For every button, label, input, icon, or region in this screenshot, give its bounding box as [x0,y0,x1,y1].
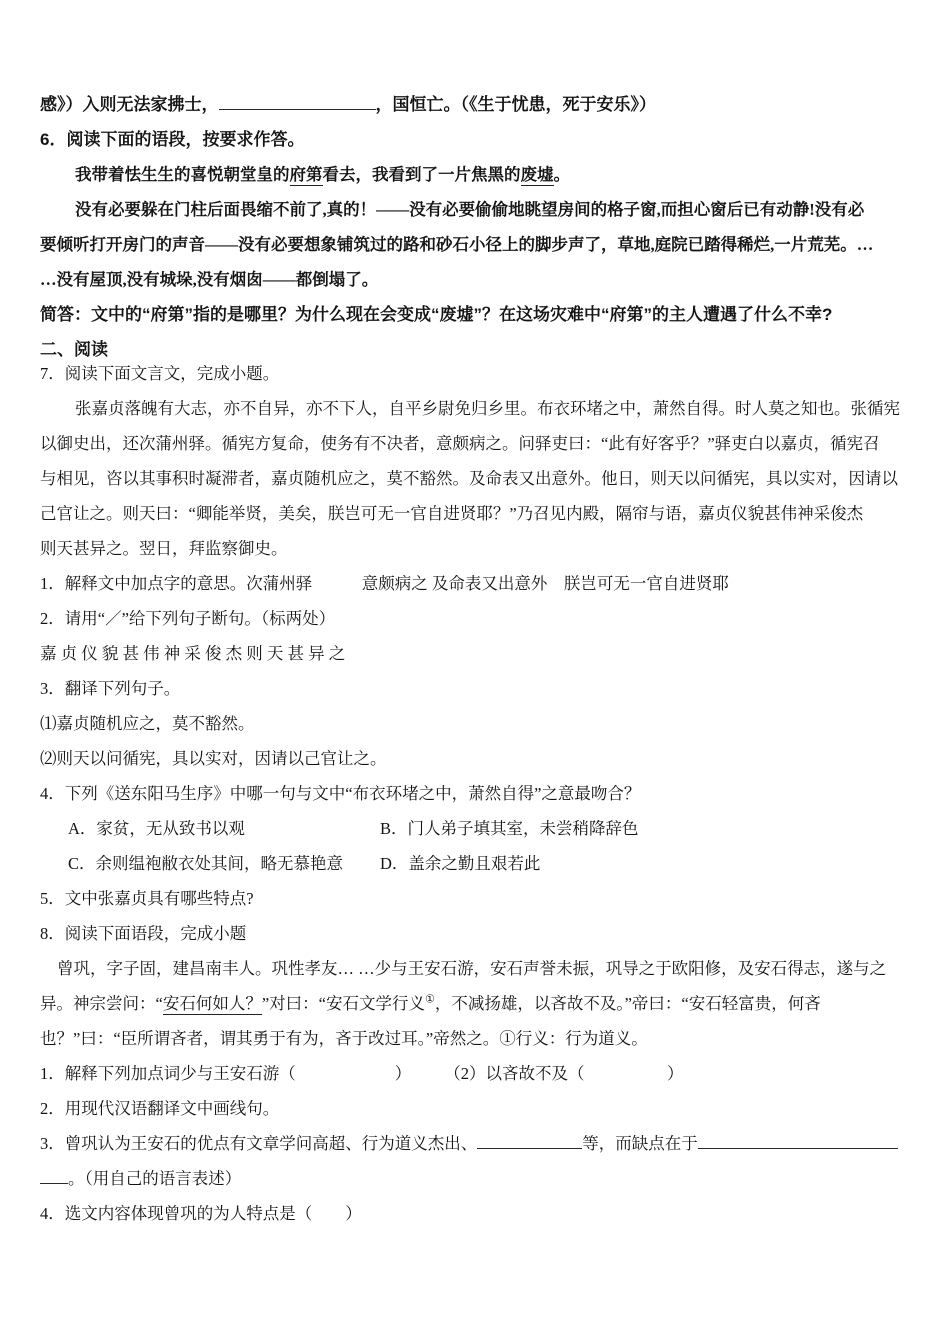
text-segment: 2．用现代汉语翻译文中画线句。 [40,1099,280,1118]
question-7-3 [40,679,910,699]
underlined-text: 安石何如人？ [162,994,262,1013]
text-segment: 没有必要躲在门柱后面畏缩不前了,真的！——没有必要偷偷地眺望房间的格子窗,而担心窗后已有动静!没有必 [75,200,865,219]
question-7-5 [40,889,910,909]
text-segment: ，不减扬雄，以吝故不及。”帝曰：“安石轻富贵，何吝 [434,994,821,1013]
text-segment: D．盖余之勤且艰若此 [380,854,541,873]
text-segment: 1．解释文中加点字的意思。次蒲州驿 意颇病之 及命表又出意外 朕岂可无一官自进贤耶 [40,574,729,593]
text-segment: 7．阅读下面文言文，完成小题。 [40,364,280,383]
text-segment: 简答：文中的“府第”指的是哪里？为什么现在会变成“废墟”？在这场灾难中“府第”的主人遭遇了什么不幸? [40,305,833,324]
text-segment: 己官让之。则天曰：“卿能举贤，美矣，朕岂可无一官自进贤耶？”乃召见内殿，隔帘与语，嘉贞仪貌甚伟神采俊杰 [40,504,864,523]
passage-7-line-5 [40,539,910,559]
text-segment: 看去，我看到了一片焦黑的 [322,165,521,184]
blank-underline [477,1134,582,1149]
question-7-2 [40,609,910,629]
passage-8-line-2 [40,994,910,1014]
passage-7-line-1 [40,399,910,419]
text-segment: 二、阅读 [40,340,108,359]
section-2-heading [40,340,910,360]
question-7-3-2 [40,749,910,769]
blank-underline [698,1134,898,1149]
text-segment: ⑵则天以问循宪，具以实对，因请以己官让之。 [40,749,387,768]
text-segment: 嘉 贞 仪 貌 甚 伟 神 采 俊 杰 则 天 甚 异 之 [40,644,346,663]
text-segment: C．余则缊袍敝衣处其间，略无慕艳意 [68,854,344,873]
text-segment: 以御史出，还次蒲州驿。循宪方复命，使务有不决者，意颇病之。问驿吏曰：“此有好客乎？”驿吏白以嘉贞，循宪召 [40,434,880,453]
passage-7-line-3 [40,469,910,489]
underlined-text: 废墟 [520,165,554,184]
question-7-3-1 [40,714,910,734]
text-segment: ，国恒亡。（《生于忧患，死于安乐》） [375,95,656,114]
question-8-3-continued [40,1169,910,1189]
passage-6-line-2 [40,200,910,220]
passage-7-line-2 [40,434,910,454]
passage-8-line-1 [40,959,910,979]
question-7-2-sentence [40,644,910,664]
text-segment: 要倾听打开房门的声音——没有必要想象铺筑过的路和砂石小径上的脚步声了，草地,庭院已踏得稀烂,一片荒芜。… [40,235,874,254]
passage-6-line-4 [40,270,910,290]
text-segment: …没有屋顶,没有城垛,没有烟囱——都倒塌了。 [40,270,379,289]
question-7-prompt [40,364,910,384]
text-segment: 3．翻译下列句子。 [40,679,181,698]
text-segment: 。（用自己的语言表述） [68,1169,242,1188]
footnote-superscript: ① [424,993,435,1006]
question-6-prompt [40,130,910,150]
question-7-1 [40,574,910,594]
question-7-4 [40,784,910,804]
text-segment: 4．选文内容体现曾巩的为人特点是（ ） [40,1204,362,1223]
text-segment: 3．曾巩认为王安石的优点有文章学问高超、行为道义杰出、 [40,1134,478,1153]
blank-underline [219,95,376,110]
passage-6-line-1 [40,165,910,185]
text-segment: 1．解释下列加点词少与王安石游（ ） （2）以吝故不及（ ） [40,1064,684,1083]
passage-6-line-3 [40,235,910,255]
text-segment: 则天甚异之。翌日，拜监察御史。 [40,539,288,558]
fill-blank-quote-line [40,95,910,115]
text-segment: 我带着怯生生的喜悦朝堂皇的 [75,165,290,184]
blank-underline [40,1169,68,1184]
text-segment: 。 [553,165,570,184]
text-segment: 8．阅读下面语段，完成小题 [40,924,247,943]
question-7-4-choices-cd [40,854,910,874]
question-8-prompt [40,924,910,944]
underlined-text: 府第 [289,165,323,184]
text-segment: ⑴嘉贞随机应之，莫不豁然。 [40,714,255,733]
question-6-short-answer [40,305,910,325]
question-8-1 [40,1064,910,1084]
question-8-4 [40,1204,910,1224]
question-8-3 [40,1134,910,1154]
text-segment: 曾巩，字子固，建昌南丰人。巩性孝友… …少与王安石游，安石声誉未振，巩导之于欧阳修，及安石得志，遂与之 [57,959,887,978]
text-segment: 异。神宗尝问：“ [40,994,163,1013]
text-segment: 6．阅读下面的语段，按要求作答。 [40,130,305,149]
text-segment: A．家贫，无从致书以观 [68,819,245,838]
question-7-4-choices-ab [40,819,910,839]
text-segment: 等，而缺点在于 [582,1134,698,1153]
passage-8-line-3 [40,1029,910,1049]
question-8-2 [40,1099,910,1119]
text-segment: 2．请用“／”给下列句子断句。（标两处） [40,609,336,628]
document-content [40,95,910,1224]
text-segment: ”对曰：“安石文学行义 [261,994,425,1013]
text-segment: 4．下列《送东阳马生序》中哪一句与文中“布衣环堵之中，萧然自得”之意最吻合？ [40,784,641,803]
passage-7-line-4 [40,504,910,524]
text-segment: B．门人弟子填其室，未尝稍降辞色 [380,819,639,838]
text-segment: 张嘉贞落魄有大志，亦不自异，亦不下人，自平乡尉免归乡里。布衣环堵之中，萧然自得。时人莫之知也。张循宪 [75,399,900,418]
text-segment: 也？”曰：“臣所谓吝者，谓其勇于有为，吝于改过耳。”帝然之。①行义：行为道义。 [40,1029,648,1048]
text-segment: 与相见，咨以其事积时凝滞者，嘉贞随机应之，莫不豁然。及命表又出意外。他日，则天以问循宪，具以实对，因请以 [40,469,898,488]
text-segment: 感》）入则无法家拂士， [40,95,219,114]
text-segment: 5．文中张嘉贞具有哪些特点? [40,889,254,908]
